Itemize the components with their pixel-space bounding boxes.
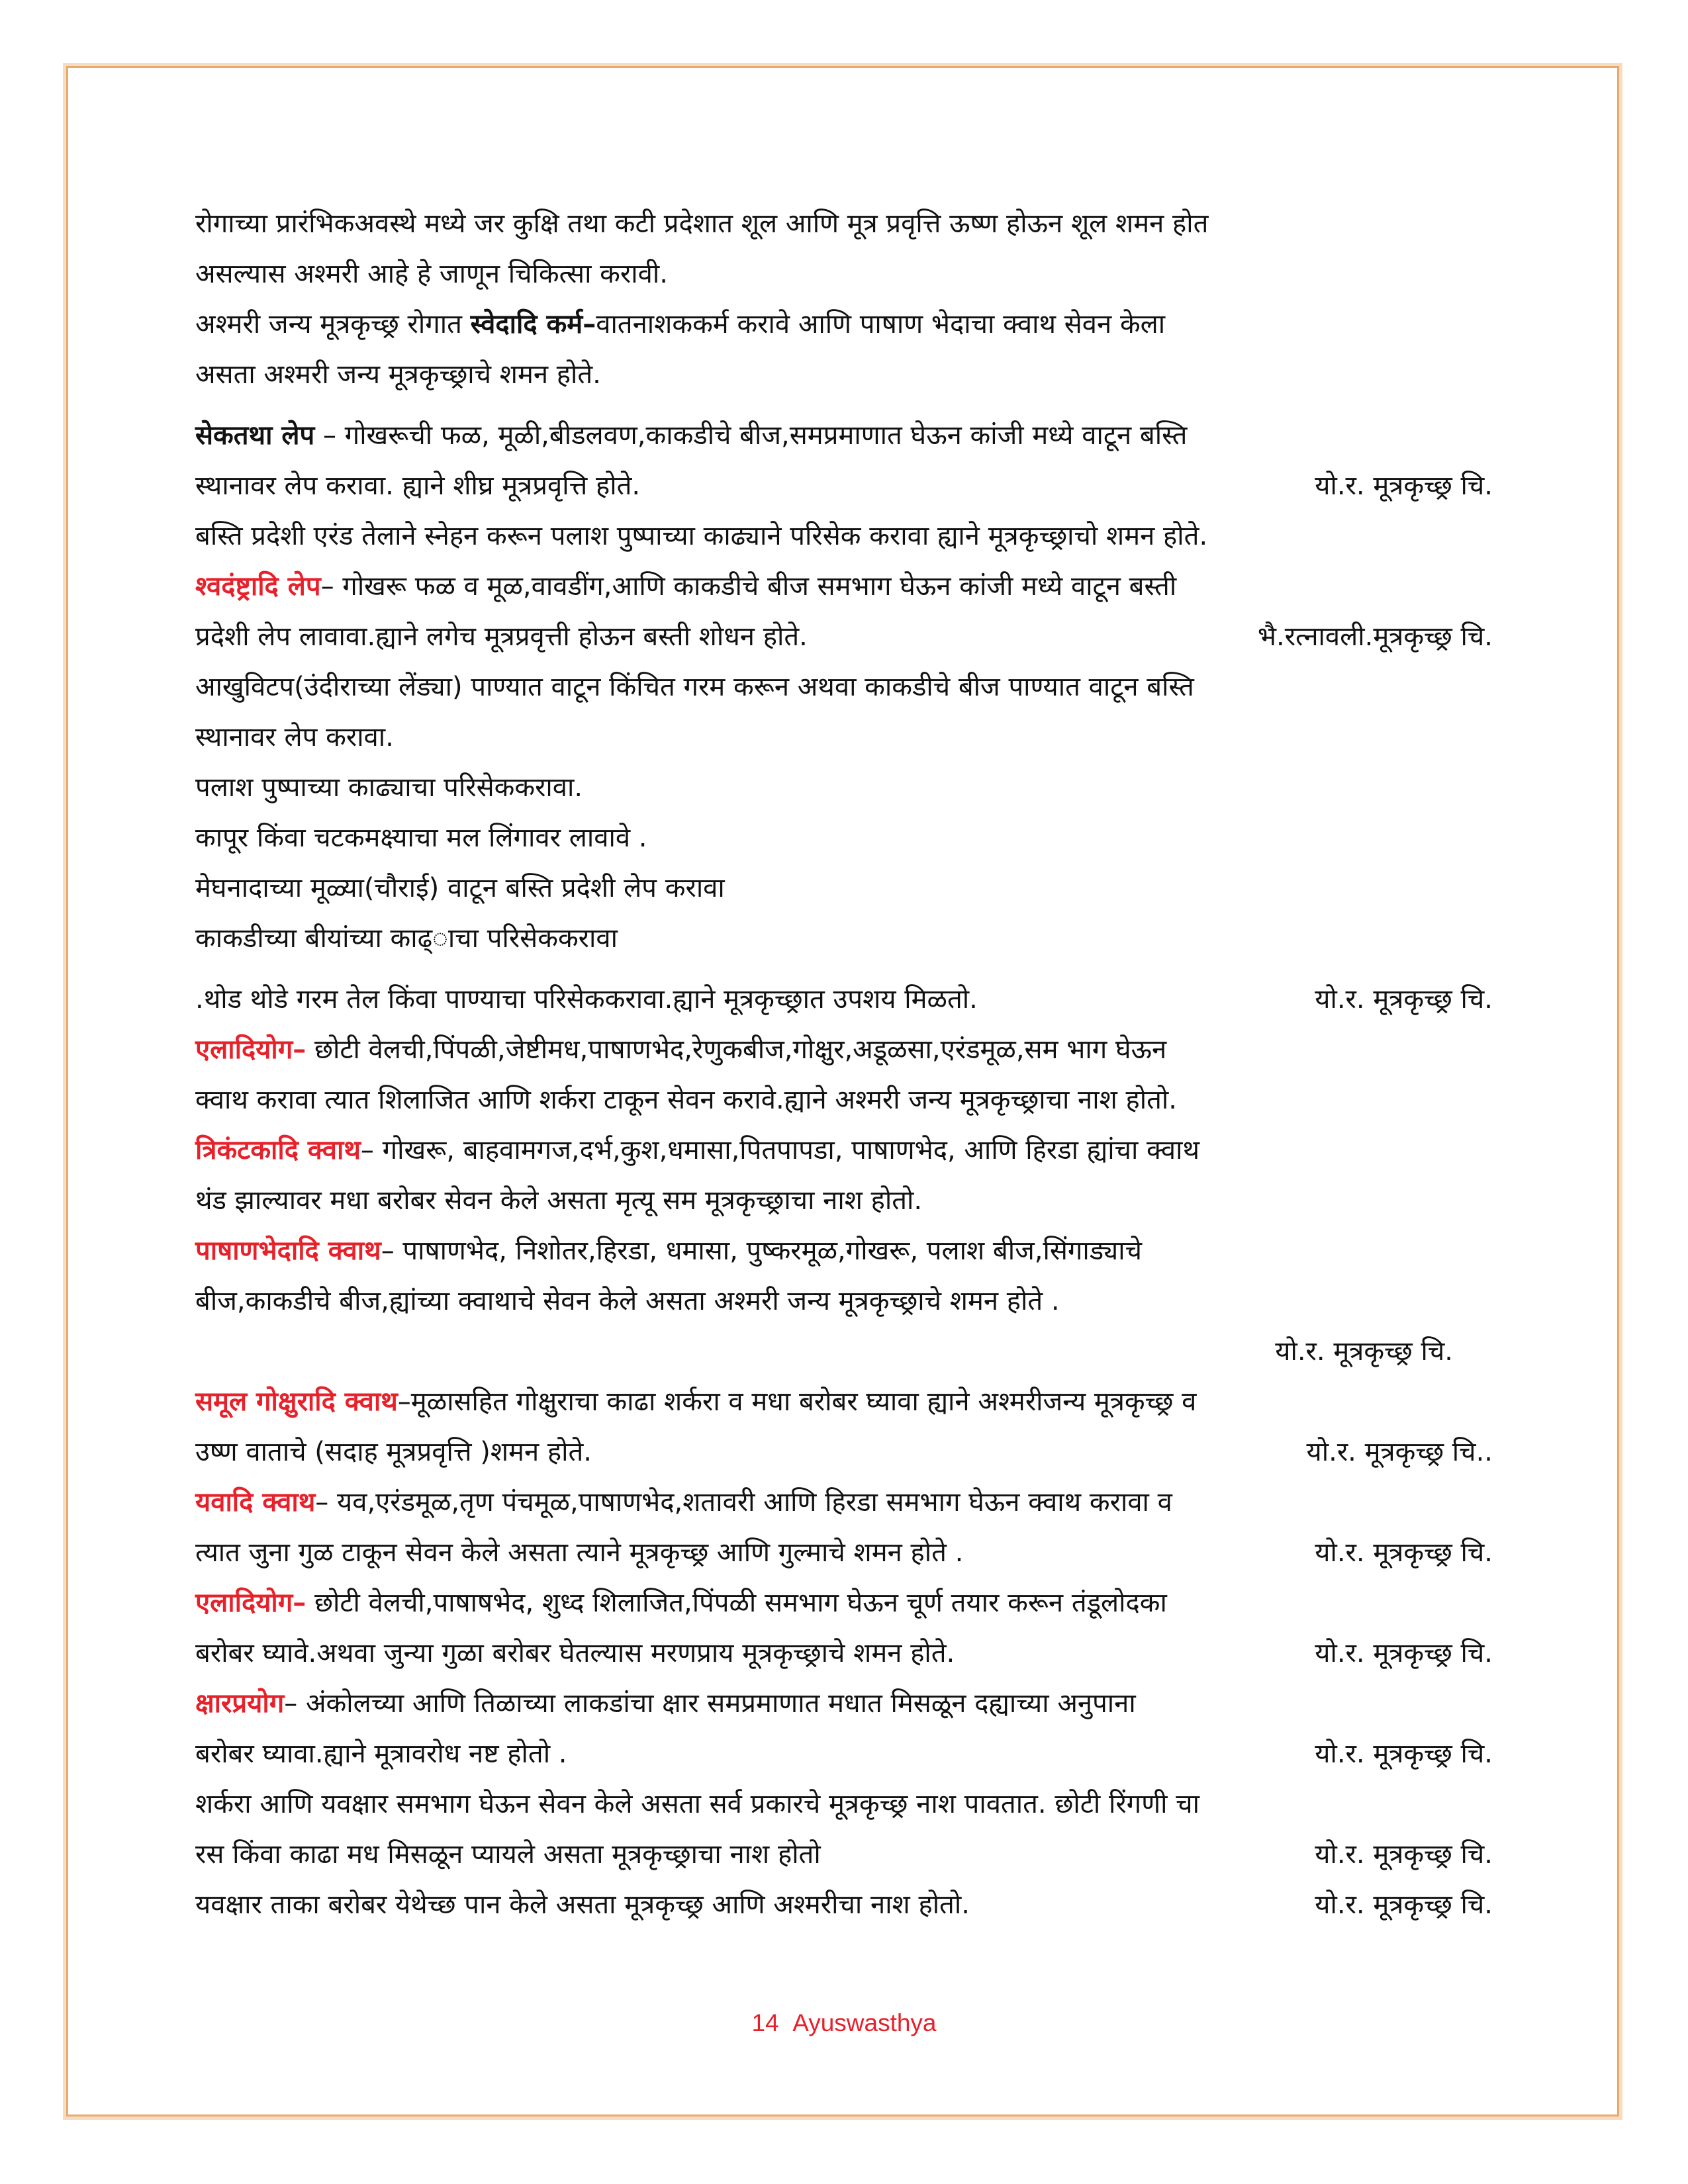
line-text: त्यात जुना गुळ टाकून सेवन केले असता त्याने मूत्रकृच्छ्र आणि गुल्माचे शमन होते . bbox=[195, 1537, 964, 1568]
text-line bbox=[195, 1024, 1493, 1075]
line-text: काकडीच्या बीयांच्या काढ्ाचा परिसेककरावा bbox=[195, 923, 618, 954]
text-line bbox=[195, 1678, 1493, 1729]
section-heading: एलादियोग– bbox=[195, 1034, 306, 1065]
line-text: यवक्षार ताका बरोबर येथेच्छ पान केले असता मूत्रकृच्छ्र आणि अश्मरीचा नाश होतो. bbox=[195, 1889, 970, 1920]
section-heading: सेकतथा लेप bbox=[195, 420, 315, 451]
line-text: छोटी वेलची,पिंपळी,जेष्टीमध,पाषाणभेद,रेणुकबीज,गोक्षुर,अडूळसा,एरंडमूळ,सम भाग घेऊन bbox=[306, 1034, 1167, 1065]
line-text: बरोबर घ्यावे.अथवा जुन्या गुळा बरोबर घेतल्यास मरणप्राय मूत्रकृच्छ्राचे शमन होते. bbox=[195, 1638, 955, 1668]
line-text: – गोखरू फळ व मूळ,वावडींग,आणि काकडीचे बीज समभाग घेऊन कांजी मध्ये वाटून बस्ती bbox=[320, 571, 1177, 602]
line-text: शर्करा आणि यवक्षार समभाग घेऊन सेवन केले असता सर्व प्रकारचे मूत्रकृच्छ्र नाश पावतात. छोटी रिंगणी चा bbox=[195, 1789, 1199, 1819]
line-text: बस्ति प्रदेशी एरंड तेलाने स्नेहन करून पलाश पुष्पाच्या काढ्याने परिसेक करावा ह्याने मूत्रकृच्छ्राचो शमन होते. bbox=[195, 521, 1208, 551]
line-text: असल्यास अश्मरी आहे हे जाणून चिकित्सा करावी. bbox=[195, 259, 668, 289]
text-line bbox=[195, 1527, 1493, 1578]
line-text: आखुविटप(उंदीराच्या लेंड्या) पाण्यात वाटून किंचित गरम करून अथवा काकडीचे बीज पाण्यात वाटून बस्ति bbox=[195, 672, 1194, 702]
text-line bbox=[195, 1125, 1493, 1175]
text-line bbox=[195, 461, 1493, 511]
line-text: वातनाशककर्म करावे आणि पाषाण भेदाचा क्वाथ सेवन केला bbox=[596, 309, 1166, 340]
section-heading: त्रिकंटकादि क्वाथ bbox=[195, 1135, 361, 1165]
text-line bbox=[195, 299, 1493, 349]
line-text: – पाषाणभेद, निशोतर,हिरडा, धमासा, पुष्करमूळ,गोखरू, पलाश बीज,सिंगाड्याचे bbox=[381, 1236, 1143, 1266]
document-body bbox=[195, 199, 1493, 1930]
text-line bbox=[195, 863, 1493, 913]
line-text: छोटी वेलची,पाषाषभेद, शुध्द शिलाजित,पिंपळी समभाग घेऊन चूर्ण तयार करून तंडूलोदका bbox=[306, 1588, 1167, 1618]
section-heading: समूल गोक्षुरादि क्वाथ bbox=[195, 1387, 398, 1417]
line-text: पलाश पुष्पाच्या काढ्याचा परिसेककरावा. bbox=[195, 772, 583, 803]
text-line bbox=[195, 1326, 1493, 1377]
text-line bbox=[195, 249, 1493, 299]
reference-citation: यो.र. मूत्रकृच्छ्र चि. bbox=[1275, 1336, 1453, 1367]
text-line bbox=[195, 1779, 1493, 1829]
text-line bbox=[195, 410, 1493, 461]
line-text: –मूळासहित गोक्षुराचा काढा शर्करा व मधा बरोबर घ्यावा ह्याने अश्मरीजन्य मूत्रकृच्छ्र व bbox=[397, 1387, 1197, 1417]
reference-citation: यो.र. मूत्रकृच्छ्र चि. bbox=[1315, 1537, 1493, 1568]
text-line bbox=[195, 1226, 1493, 1276]
line-text: स्थानावर लेप करावा. bbox=[195, 722, 394, 752]
line-text: उष्ण वाताचे (सदाह मूत्रप्रवृत्ति )शमन होते. bbox=[195, 1437, 592, 1467]
line-text: स्थानावर लेप करावा. ह्याने शीघ्र मूत्रप्रवृत्ति होते. bbox=[195, 471, 641, 501]
text-line bbox=[195, 349, 1493, 400]
text-line bbox=[195, 1477, 1493, 1527]
text-line bbox=[195, 1075, 1493, 1125]
text-line bbox=[195, 662, 1493, 712]
text-line bbox=[195, 913, 1493, 964]
page-footer bbox=[0, 2009, 1688, 2037]
line-text: बीज,काकडीचे बीज,ह्यांच्या क्वाथाचे सेवन केले असता अश्मरी जन्य मूत्रकृच्छ्राचे शमन होते . bbox=[195, 1286, 1060, 1316]
reference-citation: यो.र. मूत्रकृच्छ्र चि. bbox=[1315, 1638, 1493, 1668]
section-heading: पाषाणभेदादि क्वाथ bbox=[195, 1236, 381, 1266]
text-line bbox=[195, 712, 1493, 762]
footer-title: Ayuswasthya bbox=[792, 2009, 937, 2036]
text-line bbox=[195, 1175, 1493, 1226]
reference-citation: यो.र. मूत्रकृच्छ्र चि. bbox=[1315, 471, 1493, 501]
line-text: क्वाथ करावा त्यात शिलाजित आणि शर्करा टाकून सेवन करावे.ह्याने अश्मरी जन्य मूत्रकृच्छ्राचा नाश होतो. bbox=[195, 1085, 1178, 1115]
line-text: प्रदेशी लेप लावावा.ह्याने लगेच मूत्रप्रवृत्ती होऊन बस्ती शोधन होते. bbox=[195, 621, 808, 652]
reference-citation: यो.र. मूत्रकृच्छ्र चि. bbox=[1315, 984, 1493, 1015]
section-heading: स्वेदादि कर्म– bbox=[470, 309, 596, 340]
text-line bbox=[195, 1578, 1493, 1628]
line-text: मेघनादाच्या मूळ्या(चौराई) वाटून बस्ति प्रदेशी लेप करावा bbox=[195, 873, 725, 903]
line-text: बरोबर घ्यावा.ह्याने मूत्रावरोध नष्ट होतो . bbox=[195, 1739, 567, 1769]
line-prefix: अश्मरी जन्य मूत्रकृच्छ्र रोगात bbox=[195, 309, 471, 340]
section-heading: क्षारप्रयोग bbox=[195, 1688, 285, 1719]
line-text: कापूर किंवा चटकमक्ष्याचा मल लिंगावर लावावे . bbox=[195, 823, 647, 853]
section-heading: यवादि क्वाथ bbox=[195, 1487, 316, 1518]
text-line bbox=[195, 1377, 1493, 1427]
text-line bbox=[195, 813, 1493, 863]
text-line bbox=[195, 511, 1493, 561]
text-line bbox=[195, 199, 1493, 249]
reference-citation: यो.र. मूत्रकृच्छ्र चि. bbox=[1315, 1739, 1493, 1769]
reference-citation: यो.र. मूत्रकृच्छ्र चि. bbox=[1315, 1889, 1493, 1920]
line-text: रस किंवा काढा मध मिसळून प्यायले असता मूत्रकृच्छ्राचा नाश होतो bbox=[195, 1839, 821, 1870]
text-line bbox=[195, 1729, 1493, 1779]
reference-citation: यो.र. मूत्रकृच्छ्र चि. bbox=[1315, 1839, 1493, 1870]
line-text: – गोखरूची फळ, मूळी,बीडलवण,काकडीचे बीज,समप्रमाणात घेऊन कांजी मध्ये वाटून बस्ति bbox=[314, 420, 1188, 451]
section-heading: श्वदंष्ट्रादि लेप bbox=[195, 571, 321, 602]
text-line bbox=[195, 1829, 1493, 1880]
reference-citation: यो.र. मूत्रकृच्छ्र चि.. bbox=[1306, 1437, 1493, 1467]
text-line bbox=[195, 762, 1493, 813]
line-text: – यव,एरंडमूळ,तृण पंचमूळ,पाषाणभेद,शतावरी आणि हिरडा समभाग घेऊन क्वाथ करावा व bbox=[315, 1487, 1172, 1518]
text-line bbox=[195, 1628, 1493, 1678]
text-line bbox=[195, 1276, 1493, 1326]
page-number: 14 bbox=[751, 2009, 779, 2036]
line-text: .थोड थोडे गरम तेल किंवा पाण्याचा परिसेककरावा.ह्याने मूत्रकृच्छ्रात उपशय मिळतो. bbox=[195, 984, 978, 1015]
line-text: असता अश्मरी जन्य मूत्रकृच्छ्राचे शमन होते. bbox=[195, 359, 601, 390]
line-text: – अंकोलच्या आणि तिळाच्या लाकडांचा क्षार समप्रमाणात मधात मिसळून दह्याच्या अनुपाना bbox=[284, 1688, 1136, 1719]
text-line bbox=[195, 612, 1493, 662]
reference-citation: भै.रत्नावली.मूत्रकृच्छ्र चि. bbox=[1257, 621, 1493, 652]
line-text: रोगाच्या प्रारंभिकअवस्थे मध्ये जर कुक्षि तथा कटी प्रदेशात शूल आणि मूत्र प्रवृत्ति ऊष्ण होऊन शूल शमन होत bbox=[195, 208, 1209, 239]
text-line bbox=[195, 561, 1493, 612]
text-line bbox=[195, 974, 1493, 1024]
text-line bbox=[195, 1427, 1493, 1477]
text-line bbox=[195, 1880, 1493, 1930]
line-text: – गोखरू, बाहवामगज,दर्भ,कुश,धमासा,पितपापडा, पाषाणभेद, आणि हिरडा ह्यांचा क्वाथ bbox=[360, 1135, 1200, 1165]
section-heading: एलादियोग– bbox=[195, 1588, 306, 1618]
line-text: थंड झाल्यावर मधा बरोबर सेवन केले असता मृत्यू सम मूत्रकृच्छ्राचा नाश होतो. bbox=[195, 1185, 923, 1216]
